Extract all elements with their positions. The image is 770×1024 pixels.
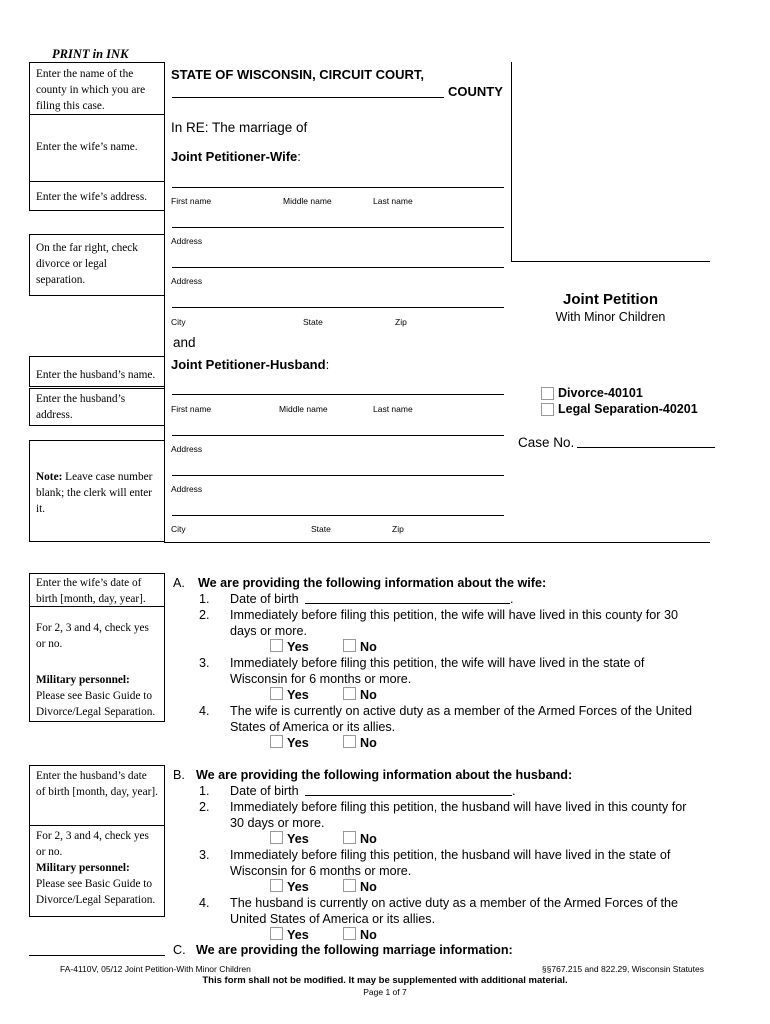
- wife-state-label: State: [303, 317, 323, 327]
- b3-no-checkbox[interactable]: [343, 879, 356, 892]
- wife-colon: :: [297, 149, 301, 164]
- case-no-label: Case No.: [518, 435, 575, 450]
- husband-zip-label: Zip: [392, 524, 404, 534]
- instruction-wife-questions: [29, 606, 165, 722]
- footer-page: Page 1 of 7: [363, 987, 407, 997]
- legal-separation-label: Legal Separation-40201: [558, 402, 698, 416]
- a3-line1: Immediately before filing this petition, the wife will have lived in the state of: [230, 656, 645, 670]
- husband-label: Joint Petitioner-Husband: [171, 357, 326, 372]
- b4-no-label: No: [360, 928, 377, 942]
- a1-num: 1.: [199, 592, 210, 606]
- b3-no-label: No: [360, 880, 377, 894]
- b2-no-label: No: [360, 832, 377, 846]
- wife-address-line-2[interactable]: [172, 267, 504, 268]
- wife-last-name-label: Last name: [373, 196, 413, 206]
- instruction-husband-name: Enter the husband’s name.: [29, 356, 165, 387]
- b2-yes-label: Yes: [287, 832, 309, 846]
- b1-num: 1.: [199, 784, 210, 798]
- header-divider-right-bottom: [511, 261, 710, 262]
- a4-line1: The wife is currently on active duty as a member of the Armed Forces of the United: [230, 704, 692, 718]
- b1-text: Date of birth: [230, 784, 299, 798]
- a3-line2: Wisconsin for 6 months or more.: [230, 672, 412, 686]
- a2-num: 2.: [199, 608, 210, 622]
- husband-label-row: [171, 357, 329, 372]
- b2-num: 2.: [199, 800, 210, 814]
- b2-no-checkbox[interactable]: [343, 831, 356, 844]
- legal-separation-checkbox[interactable]: [541, 403, 554, 416]
- instruction-husband-dob: Enter the husband’s date of birth [month, day, year].: [29, 765, 165, 826]
- section-c-heading: We are providing the following marriage information:: [196, 943, 513, 957]
- a4-no-checkbox[interactable]: [343, 735, 356, 748]
- county-input-line[interactable]: [172, 97, 444, 98]
- b3-num: 3.: [199, 848, 210, 862]
- instruction-check-type: On the far right, check divorce or legal separation.: [29, 234, 165, 296]
- b3-line1: Immediately before filing this petition, the husband will have lived in the state of: [230, 848, 671, 862]
- instruction-wife-dob: Enter the wife’s date of birth [month, day, year].: [29, 573, 165, 607]
- section-a-letter: A.: [173, 576, 185, 590]
- instruction-husband-questions: [29, 825, 165, 917]
- wife-dob-line[interactable]: [305, 603, 510, 604]
- b4-yes-label: Yes: [287, 928, 309, 942]
- footer-form-id: FA-4110V, 05/12 Joint Petition-With Minor Children: [60, 964, 251, 974]
- wife-address-label-1: Address: [171, 236, 203, 246]
- a2-no-checkbox[interactable]: [343, 639, 356, 652]
- a3-yes-checkbox[interactable]: [270, 687, 283, 700]
- section-c-letter: C.: [173, 943, 186, 957]
- b2-line2: 30 days or more.: [230, 816, 325, 830]
- military-text-b: Please see Basic Guide to Divorce/Legal Separation.: [36, 878, 156, 906]
- case-no-line[interactable]: [577, 447, 715, 448]
- divorce-label: Divorce-40101: [558, 386, 643, 400]
- section-b-heading: We are providing the following information about the husband:: [196, 768, 573, 782]
- instruction-case-number-note: [29, 440, 165, 542]
- b4-line2: United States of America or its allies.: [230, 912, 436, 926]
- a2-line1: Immediately before filing this petition, the wife will have lived in this county for 30: [230, 608, 679, 622]
- husband-first-name-label: First name: [171, 404, 212, 414]
- husband-dob-line[interactable]: [305, 795, 512, 796]
- footer-notice: This form shall not be modified. It may be supplemented with additional material.: [202, 975, 568, 986]
- wife-middle-name-label: Middle name: [283, 196, 332, 206]
- wife-label-row: [171, 149, 301, 164]
- in-re-label: In RE: The marriage of: [171, 120, 308, 135]
- b3-yes-checkbox[interactable]: [270, 879, 283, 892]
- instruction-county: Enter the name of the county in which you are filing this case.: [29, 62, 165, 115]
- wife-zip-label: Zip: [395, 317, 407, 327]
- husband-city-label: City: [171, 524, 186, 534]
- a4-yes-checkbox[interactable]: [270, 735, 283, 748]
- header-divider-right: [511, 62, 512, 262]
- instruction-wife-name: Enter the wife’s name.: [29, 114, 165, 182]
- a2-line2: days or more.: [230, 624, 307, 638]
- instruction-check-yes-no-b: For 2, 3 and 4, check yes or no.: [36, 830, 149, 858]
- and-label: and: [173, 335, 196, 350]
- form-subtitle: With Minor Children: [555, 310, 666, 324]
- husband-colon: :: [325, 357, 330, 372]
- left-bottom-rule: [29, 955, 165, 956]
- divorce-checkbox[interactable]: [541, 387, 554, 400]
- a2-yes-checkbox[interactable]: [270, 639, 283, 652]
- b4-num: 4.: [199, 896, 210, 910]
- court-line: STATE OF WISCONSIN, CIRCUIT COURT,: [171, 67, 425, 82]
- wife-city-label: City: [171, 317, 186, 327]
- b3-line2: Wisconsin for 6 months or more.: [230, 864, 412, 878]
- a1-tail: .: [510, 592, 514, 606]
- military-label-b: Military personnel:: [36, 862, 130, 874]
- a2-no-label: No: [360, 640, 377, 654]
- a1-text: Date of birth: [230, 592, 299, 606]
- b4-no-checkbox[interactable]: [343, 927, 356, 940]
- a4-yes-label: Yes: [287, 736, 309, 750]
- b4-yes-checkbox[interactable]: [270, 927, 283, 940]
- section-a-heading: We are providing the following information about the wife:: [198, 576, 547, 590]
- a3-num: 3.: [199, 656, 210, 670]
- husband-address-label-1: Address: [171, 444, 203, 454]
- wife-city-line[interactable]: [172, 307, 504, 308]
- husband-address-line-1[interactable]: [172, 435, 504, 436]
- a4-no-label: No: [360, 736, 377, 750]
- footer-statutes: §§767.215 and 822.29, Wisconsin Statutes: [541, 964, 704, 974]
- husband-name-line[interactable]: [172, 394, 504, 395]
- military-label: Military personnel:: [36, 674, 130, 686]
- wife-name-line[interactable]: [172, 187, 504, 188]
- note-label: Note:: [36, 471, 63, 483]
- b4-line1: The husband is currently on active duty as a member of the Armed Forces of the: [230, 896, 679, 910]
- instruction-husband-address: Enter the husband’s address.: [29, 388, 165, 426]
- header-divider-left: [164, 62, 165, 542]
- a4-num: 4.: [199, 704, 210, 718]
- header-bottom-rule: [164, 542, 710, 543]
- a2-yes-label: Yes: [287, 640, 309, 654]
- b2-line1: Immediately before filing this petition, the husband will have lived in this county for: [230, 800, 687, 814]
- husband-last-name-label: Last name: [373, 404, 413, 414]
- county-label: COUNTY: [448, 84, 503, 99]
- a3-yes-label: Yes: [287, 688, 309, 702]
- a3-no-checkbox[interactable]: [343, 687, 356, 700]
- husband-city-line[interactable]: [172, 515, 504, 516]
- b2-yes-checkbox[interactable]: [270, 831, 283, 844]
- wife-address-line-1[interactable]: [172, 227, 504, 228]
- husband-middle-name-label: Middle name: [279, 404, 328, 414]
- husband-state-label: State: [311, 524, 331, 534]
- husband-address-label-2: Address: [171, 484, 203, 494]
- instruction-wife-address: Enter the wife’s address.: [29, 181, 165, 211]
- form-title: Joint Petition: [563, 291, 658, 308]
- print-in-ink-label: PRINT in INK: [52, 47, 129, 61]
- instruction-check-yes-no: For 2, 3 and 4, check yes or no.: [36, 622, 149, 650]
- a4-line2: States of America or its allies.: [230, 720, 396, 734]
- a3-no-label: No: [360, 688, 377, 702]
- b1-tail: .: [512, 784, 516, 798]
- wife-address-label-2: Address: [171, 276, 203, 286]
- b3-yes-label: Yes: [287, 880, 309, 894]
- note-text: Leave case number blank; the clerk will enter it.: [36, 471, 153, 515]
- husband-address-line-2[interactable]: [172, 475, 504, 476]
- military-text: Please see Basic Guide to Divorce/Legal Separation.: [36, 690, 156, 718]
- section-b-letter: B.: [173, 768, 185, 782]
- wife-first-name-label: First name: [171, 196, 212, 206]
- wife-label: Joint Petitioner-Wife: [171, 149, 298, 164]
